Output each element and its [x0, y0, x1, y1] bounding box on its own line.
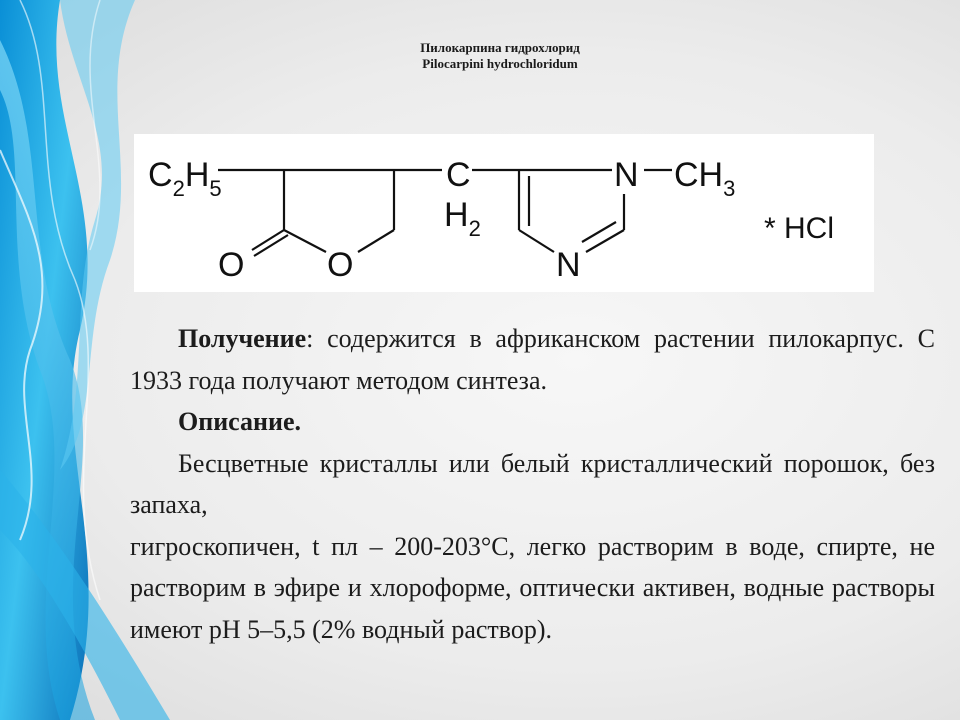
formula-ch2-c: C [446, 156, 471, 194]
formula-n-bottom: N [556, 246, 581, 284]
description-text: гигроскопичен, t пл – 200-203°С, легко растворим в воде, спирте, не растворим в эфире и хлороформе, оптически активен, водные растворы имеют pH 5–5,5 (2% водный раствор). [130, 531, 935, 644]
formula-o-ring: O [327, 246, 354, 284]
formula-c2h5: $C_2H_5$ [148, 156, 222, 201]
description-heading: Описание. [178, 407, 302, 436]
formula-ch2-h: $H_2$ [444, 196, 481, 241]
title-latin: Pilocarpini hydrochloridum [422, 56, 578, 71]
obtain-label: Получение [178, 324, 307, 353]
formula-o-carbonyl: O [218, 246, 245, 284]
obtain-paragraph [130, 318, 935, 401]
description-line-1: Бесцветные кристаллы или белый кристаллический порошок, без запаха, [130, 448, 935, 519]
description-label [130, 401, 935, 443]
slide-title [300, 40, 700, 72]
formula-n-top: N [614, 156, 639, 194]
formula-hcl: * HCl [764, 212, 835, 245]
formula-ch3: $CH_3$ [674, 156, 736, 201]
slide-body [130, 318, 935, 650]
obtain-text: : содержится в африканском растении пилокарпус. С 1933 года получают методом синтеза. [130, 324, 935, 395]
title-russian: Пилокарпина гидрохлорид [420, 40, 580, 55]
structural-formula [134, 134, 874, 292]
